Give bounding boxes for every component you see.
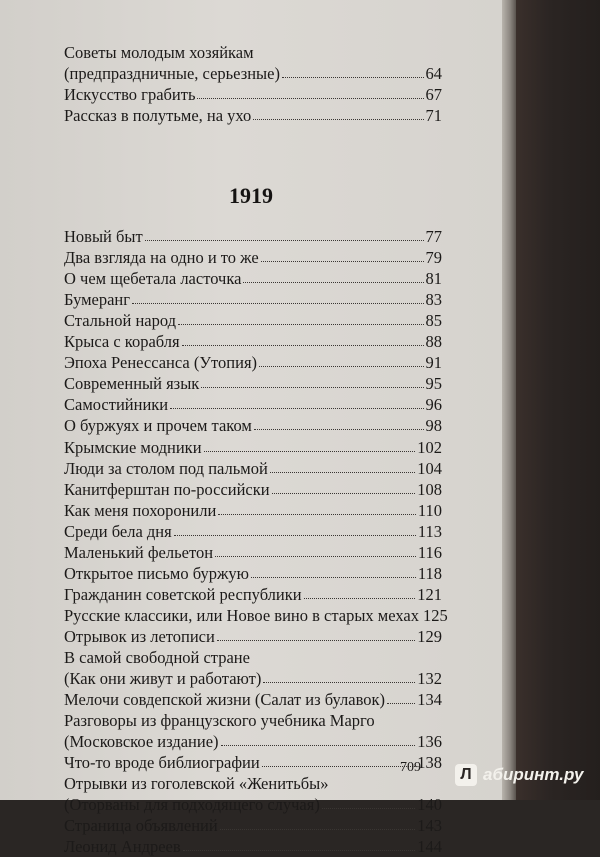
toc-entry-page: 98 xyxy=(425,416,442,436)
toc-entry xyxy=(64,352,442,373)
toc-entry xyxy=(64,542,442,563)
book-cover-edge xyxy=(516,0,600,800)
toc-entry-page: 138 xyxy=(417,753,442,773)
toc-entry-title: Люди за столом под пальмой xyxy=(64,458,268,478)
toc-entry-page: 125 xyxy=(422,605,448,625)
toc-entry xyxy=(64,105,442,126)
toc-entry-title: Новый быт xyxy=(64,227,143,246)
toc-entry xyxy=(64,710,442,731)
toc-entry-title: Страница объявлений xyxy=(64,816,218,836)
dot-leader xyxy=(254,415,424,430)
toc-entry xyxy=(64,415,442,436)
toc-entry xyxy=(64,479,442,500)
dot-leader xyxy=(132,289,423,304)
dot-leader xyxy=(215,542,416,557)
toc-entry xyxy=(64,647,442,668)
watermark-text: абиринт.ру xyxy=(483,765,584,784)
toc-entry-page: 129 xyxy=(417,626,442,646)
toc-entry-page: 81 xyxy=(425,269,442,289)
toc-entry-page: 71 xyxy=(425,106,442,126)
dot-leader xyxy=(270,458,415,473)
toc-entry-title: Рассказ в полутьме, на ухо xyxy=(64,106,252,126)
toc-entry xyxy=(64,605,448,626)
toc-entry-title: Канитферштан по-российски xyxy=(64,479,270,499)
dot-leader xyxy=(322,794,415,809)
dot-leader xyxy=(174,521,416,536)
toc-entry-page: 67 xyxy=(425,85,442,105)
toc-entry-title: Самостийники xyxy=(64,395,169,415)
toc-entry-page: 95 xyxy=(425,374,442,394)
toc-entry-page: 91 xyxy=(425,353,442,373)
toc-entry-title: Современный язык xyxy=(64,374,200,394)
toc-entry-title: Крымские модники xyxy=(64,437,202,457)
toc-entry xyxy=(64,815,442,836)
toc-entry xyxy=(64,668,442,689)
toc-entry xyxy=(64,268,442,289)
toc-entry-page: 121 xyxy=(417,584,442,604)
toc-entry-title: Гражданин советской республики xyxy=(64,584,302,604)
dot-leader xyxy=(261,247,424,262)
dot-leader xyxy=(170,394,423,409)
toc-entry-title: (предпраздничные, серьезные) xyxy=(64,64,280,84)
toc-entry-title: Искусство грабить xyxy=(64,85,196,105)
toc-entry-page: 132 xyxy=(417,669,442,689)
toc-entry xyxy=(64,394,442,415)
toc-entry-title: Леонид Андреев xyxy=(64,837,181,857)
toc-entry xyxy=(64,689,442,710)
watermark xyxy=(455,762,583,788)
dot-leader xyxy=(253,105,423,120)
dot-leader xyxy=(221,731,416,746)
toc-entry-page: 118 xyxy=(417,563,442,583)
toc-entry-title: Что-то вроде библиографии xyxy=(64,753,260,773)
dot-leader xyxy=(145,226,424,241)
toc-entry-title: О чем щебетала ласточка xyxy=(64,269,242,289)
toc-entry-page: 136 xyxy=(417,732,442,752)
toc-entry xyxy=(64,63,442,84)
toc-entry xyxy=(64,731,442,752)
toc-entry-title: Стальной народ xyxy=(64,311,177,331)
toc-entry-title: Как меня похоронили xyxy=(64,500,217,520)
toc-entry-title: Разговоры из французского учебника Марго xyxy=(64,711,375,731)
toc-entry xyxy=(64,373,442,394)
toc-entry xyxy=(64,42,442,63)
dot-leader xyxy=(304,584,416,599)
toc-entry-page: 110 xyxy=(417,500,442,520)
toc-entry xyxy=(64,226,442,247)
toc-entry xyxy=(64,500,442,521)
toc-entry-title: Советы молодым хозяйкам xyxy=(64,43,254,62)
dot-leader xyxy=(220,815,416,830)
dot-leader xyxy=(387,689,415,704)
page-number: 709 xyxy=(400,760,421,775)
toc-entry-title: (Оторваны для подходящего случая) xyxy=(64,795,320,815)
toc-entry xyxy=(64,521,442,542)
toc-entry xyxy=(64,84,442,105)
toc-entry-page: 96 xyxy=(425,395,442,415)
toc-entry xyxy=(64,584,442,605)
toc-entry-title: Крыса с корабля xyxy=(64,332,180,352)
page-edge xyxy=(502,0,516,800)
year-heading: 1919 xyxy=(229,183,273,208)
dot-leader xyxy=(263,668,415,683)
dot-leader xyxy=(182,331,424,346)
toc-entry-title: Маленький фельетон xyxy=(64,542,214,562)
dot-leader xyxy=(217,626,415,641)
toc-entry-title: (Московское издание) xyxy=(64,732,219,752)
toc-entry-title: Отрывок из летописи xyxy=(64,626,215,646)
toc-entry-title: Бумеранг xyxy=(64,290,131,310)
toc-entry-page: 102 xyxy=(417,437,442,457)
toc-entry-title: Мелочи совдепской жизни (Салат из булавок) xyxy=(64,690,386,710)
toc-entry-title: (Как они живут и работают) xyxy=(64,669,262,689)
toc-entry-page: 116 xyxy=(417,542,442,562)
toc-entry xyxy=(64,773,442,794)
toc-entry xyxy=(64,289,442,310)
toc-entry-page: 143 xyxy=(417,816,442,836)
toc-entry-page: 83 xyxy=(425,290,442,310)
dot-leader xyxy=(204,437,416,452)
toc-entry xyxy=(64,752,442,773)
toc-entry-page: 77 xyxy=(425,227,442,246)
toc-entry-page: 144 xyxy=(417,837,442,857)
toc-entry-page: 113 xyxy=(417,521,442,541)
toc-entry-title: В самой свободной стране xyxy=(64,648,250,667)
dot-leader xyxy=(218,500,416,515)
toc-entry-page: 88 xyxy=(425,332,442,352)
toc-entry-page: 108 xyxy=(417,479,442,499)
dot-leader xyxy=(183,836,416,851)
toc-entry xyxy=(64,458,442,479)
toc-entry-page: 64 xyxy=(425,64,442,84)
dot-leader xyxy=(197,84,423,99)
toc-entry-title: Среди бела дня xyxy=(64,521,172,541)
toc-entry xyxy=(64,836,442,857)
dot-leader xyxy=(178,310,423,325)
dot-leader xyxy=(282,63,424,78)
dot-leader xyxy=(201,373,423,388)
toc-entry xyxy=(64,794,442,815)
toc-entry-page: 85 xyxy=(425,311,442,331)
dot-leader xyxy=(251,563,416,578)
toc-entry-page: 104 xyxy=(417,458,442,478)
toc-entry xyxy=(64,563,442,584)
toc-entry-title: Открытое письмо буржую xyxy=(64,563,249,583)
toc-entry xyxy=(64,247,442,268)
labirint-logo-icon: Л xyxy=(455,764,477,786)
toc-entry-page: 140 xyxy=(417,795,442,815)
toc-entry-page: 134 xyxy=(417,690,442,710)
dot-leader xyxy=(262,752,416,767)
dot-leader xyxy=(272,479,416,494)
toc-entry-title: Отрывки из гоголевской «Женитьбы» xyxy=(64,774,329,794)
toc-entry xyxy=(64,437,442,458)
dot-leader xyxy=(259,352,423,367)
toc-entry xyxy=(64,626,442,647)
toc-entry-page: 79 xyxy=(425,248,442,268)
toc-entry xyxy=(64,331,442,352)
toc-entry xyxy=(64,310,442,331)
toc-entry-title: О буржуях и прочем таком xyxy=(64,416,252,436)
toc-entry-title: Русские классики, или Новое вино в старых мехах xyxy=(64,605,419,625)
toc-entry-title: Два взгляда на одно и то же xyxy=(64,248,259,268)
toc-entry-title: Эпоха Ренессанса (Утопия) xyxy=(64,353,258,373)
dot-leader xyxy=(243,268,423,283)
